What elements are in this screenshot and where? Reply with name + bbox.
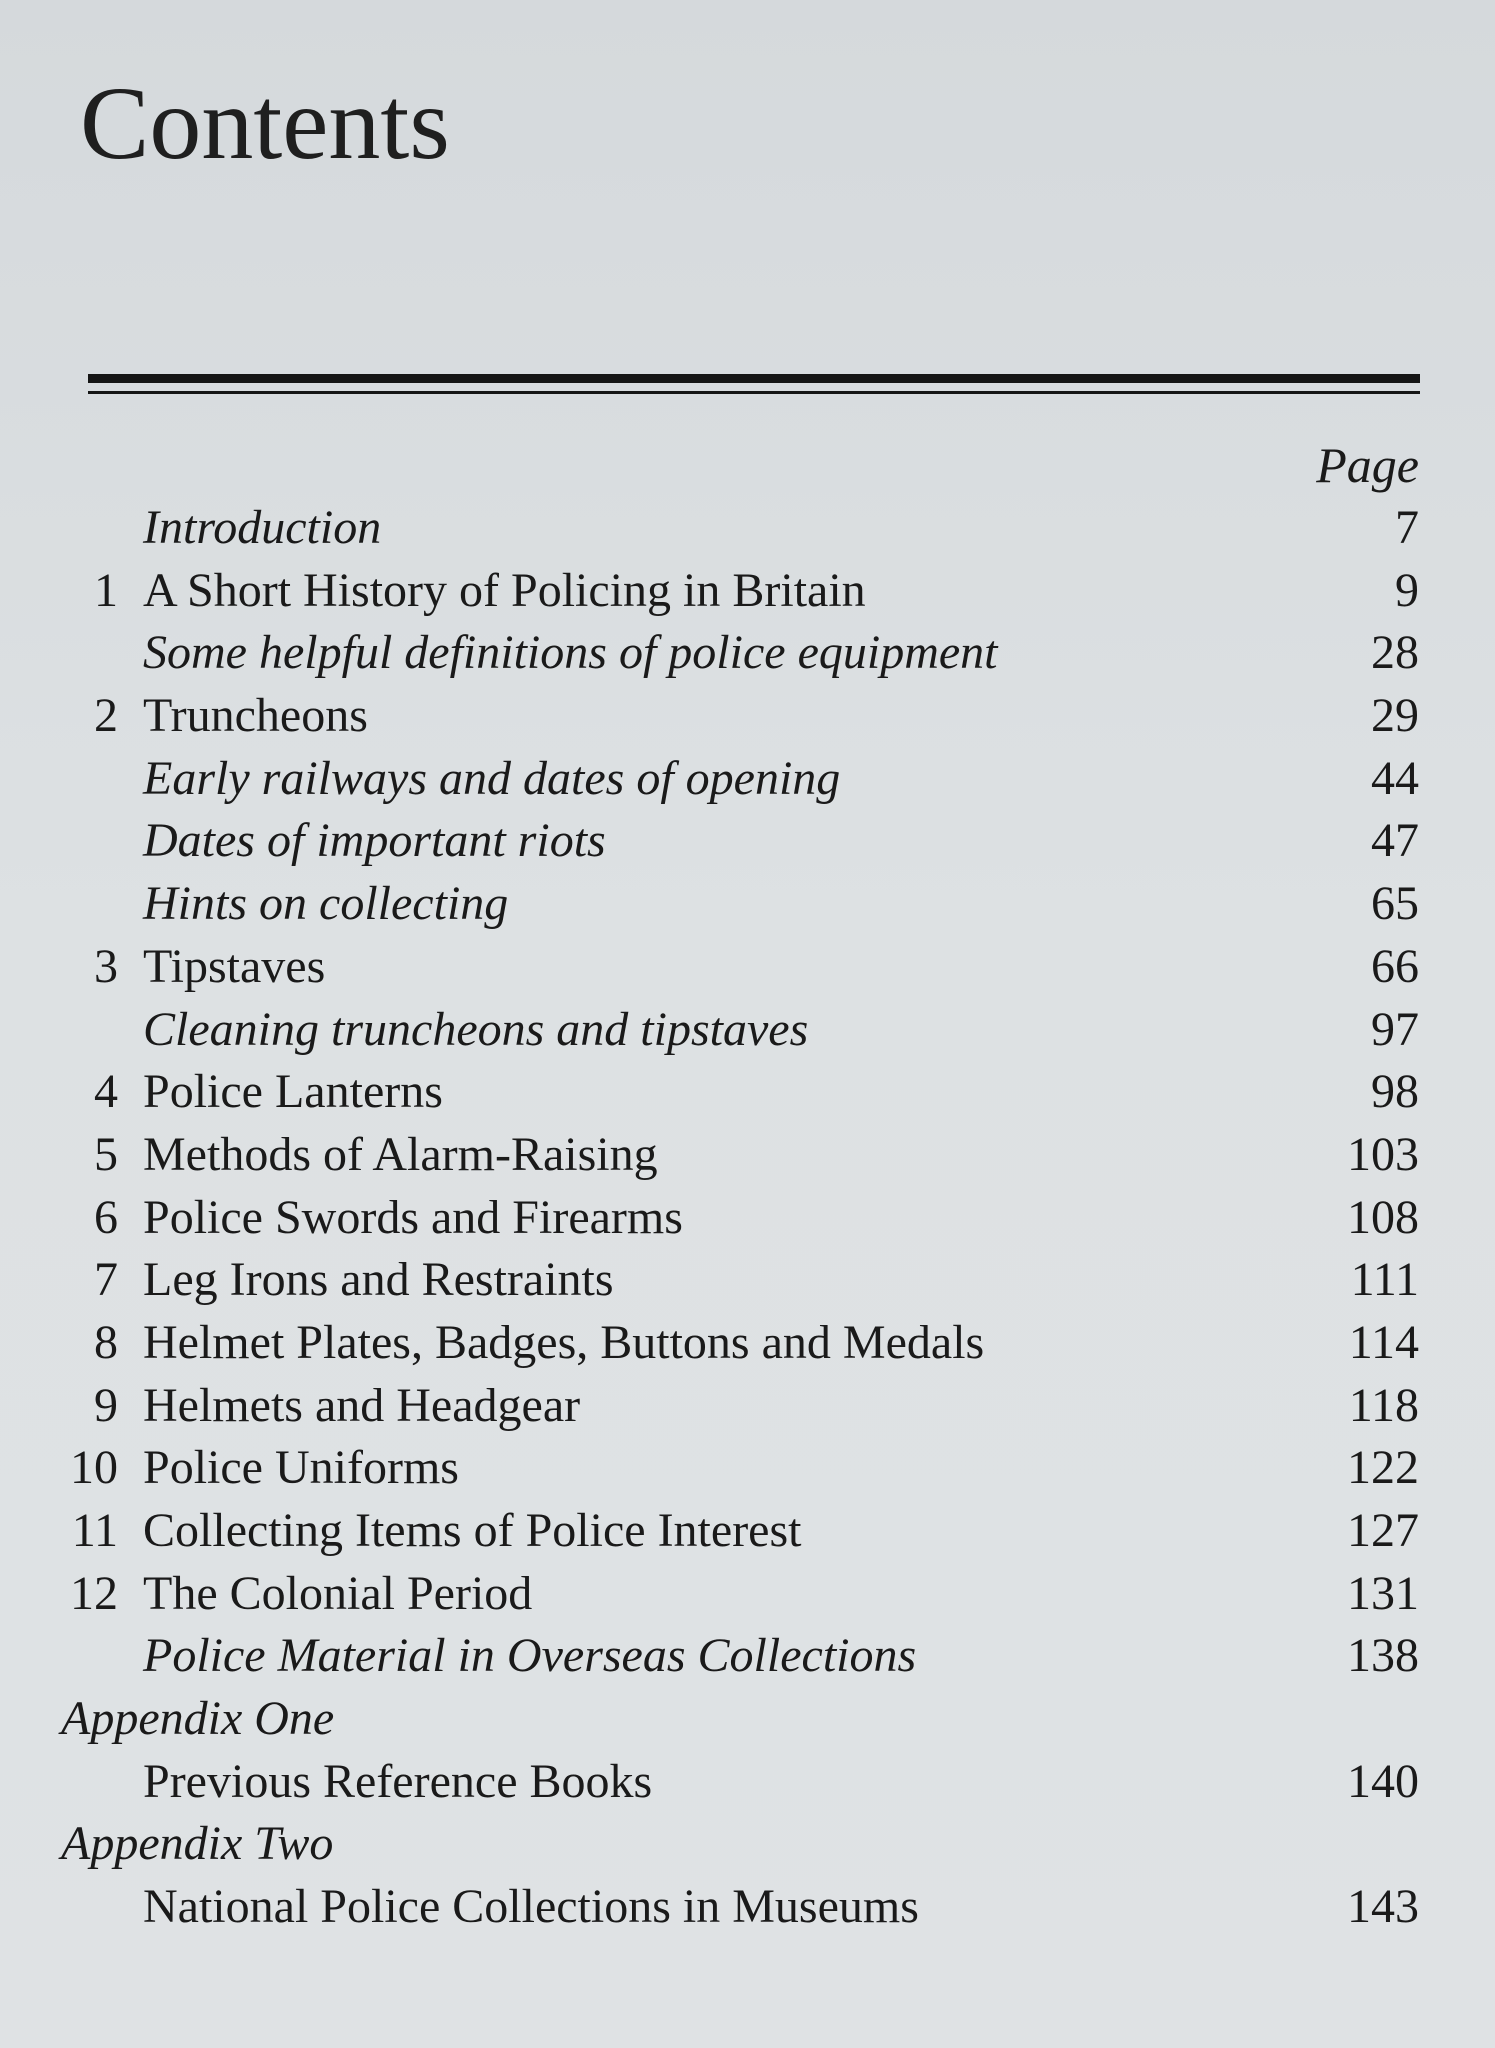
chapter-number: 3 xyxy=(94,939,118,993)
chapter-number: 4 xyxy=(94,1065,118,1119)
chapter-number: 2 xyxy=(94,689,118,743)
toc-appendix-heading xyxy=(0,1813,1495,1876)
toc-entry xyxy=(0,810,1495,873)
page-number: 140 xyxy=(1347,1754,1419,1808)
toc-entry xyxy=(0,1061,1495,1124)
chapter-number: 12 xyxy=(70,1566,118,1620)
page-column-label: Page xyxy=(1316,437,1419,493)
toc-entry xyxy=(0,560,1495,623)
chapter-number: 7 xyxy=(94,1253,118,1307)
toc-entry xyxy=(0,1187,1495,1250)
divider-thin xyxy=(88,391,1420,394)
entry-title: Leg Irons and Restraints xyxy=(143,1253,614,1307)
entry-title: A Short History of Policing in Britain xyxy=(143,563,866,617)
chapter-number: 11 xyxy=(71,1504,118,1557)
entry-title: Hints on collecting xyxy=(143,877,509,931)
toc-entry xyxy=(0,873,1495,936)
page-number: 98 xyxy=(1371,1065,1419,1119)
toc-entry xyxy=(0,622,1495,685)
table-of-contents xyxy=(0,497,1495,1939)
chapter-number: 5 xyxy=(94,1127,118,1181)
entry-title: Truncheons xyxy=(143,689,368,743)
chapter-number: 8 xyxy=(94,1315,118,1369)
entry-title: Dates of important riots xyxy=(143,814,606,868)
page-number: 9 xyxy=(1395,563,1419,617)
entry-title: Police Uniforms xyxy=(143,1441,459,1495)
chapter-number: 6 xyxy=(94,1190,118,1244)
entry-title: Appendix Two xyxy=(61,1817,334,1871)
page-number: 118 xyxy=(1348,1378,1419,1432)
page-number: 103 xyxy=(1347,1127,1419,1181)
page-number: 127 xyxy=(1347,1504,1419,1557)
entry-title: Methods of Alarm-Raising xyxy=(143,1127,658,1181)
page-number: 28 xyxy=(1371,626,1419,680)
entry-title: Early railways and dates of opening xyxy=(143,751,841,805)
page-number: 7 xyxy=(1395,501,1419,554)
entry-title: Police Lanterns xyxy=(143,1065,443,1119)
chapter-number: 9 xyxy=(94,1378,118,1432)
entry-title: Helmets and Headgear xyxy=(143,1378,581,1432)
toc-entry xyxy=(0,1563,1495,1626)
toc-entry xyxy=(0,497,1495,560)
page-number: 122 xyxy=(1347,1441,1419,1495)
page-number: 108 xyxy=(1347,1190,1419,1244)
entry-title: Police Material in Overseas Collections xyxy=(143,1629,917,1683)
toc-entry xyxy=(0,1500,1495,1563)
toc-appendix-heading xyxy=(0,1688,1495,1751)
page-number: 138 xyxy=(1347,1629,1419,1683)
page-number: 131 xyxy=(1347,1566,1419,1620)
page-number: 111 xyxy=(1350,1253,1419,1307)
entry-title: Previous Reference Books xyxy=(143,1754,653,1808)
divider-thick xyxy=(88,374,1420,383)
toc-entry xyxy=(0,1876,1495,1939)
entry-title: Tipstaves xyxy=(143,939,326,993)
page-number: 47 xyxy=(1371,814,1419,868)
page-number: 114 xyxy=(1348,1315,1419,1369)
chapter-number: 10 xyxy=(70,1441,118,1495)
entry-title: Some helpful definitions of police equipment xyxy=(143,626,998,680)
page-number: 65 xyxy=(1371,877,1419,931)
page-number: 97 xyxy=(1371,1002,1419,1056)
entry-title: The Colonial Period xyxy=(143,1566,533,1620)
page-title: Contents xyxy=(80,66,450,181)
toc-entry xyxy=(0,685,1495,748)
entry-title: National Police Collections in Museums xyxy=(143,1880,919,1934)
entry-title: Introduction xyxy=(143,501,382,554)
entry-title: Appendix One xyxy=(61,1692,335,1746)
entry-title: Helmet Plates, Badges, Buttons and Medals xyxy=(143,1315,985,1369)
toc-entry xyxy=(0,1375,1495,1438)
toc-entry xyxy=(0,1249,1495,1312)
toc-entry xyxy=(0,1625,1495,1688)
entry-title: Collecting Items of Police Interest xyxy=(143,1504,802,1557)
chapter-number: 1 xyxy=(94,563,118,617)
page-number: 29 xyxy=(1371,689,1419,743)
toc-entry xyxy=(0,1751,1495,1814)
toc-entry xyxy=(0,936,1495,999)
entry-title: Police Swords and Firearms xyxy=(143,1190,683,1244)
toc-entry xyxy=(0,1312,1495,1375)
entry-title: Cleaning truncheons and tipstaves xyxy=(143,1002,809,1056)
toc-entry xyxy=(0,999,1495,1062)
page-number: 44 xyxy=(1371,751,1419,805)
toc-entry xyxy=(0,748,1495,811)
page-number: 143 xyxy=(1347,1880,1419,1934)
toc-entry xyxy=(0,1124,1495,1187)
toc-entry xyxy=(0,1437,1495,1500)
page-number: 66 xyxy=(1371,939,1419,993)
